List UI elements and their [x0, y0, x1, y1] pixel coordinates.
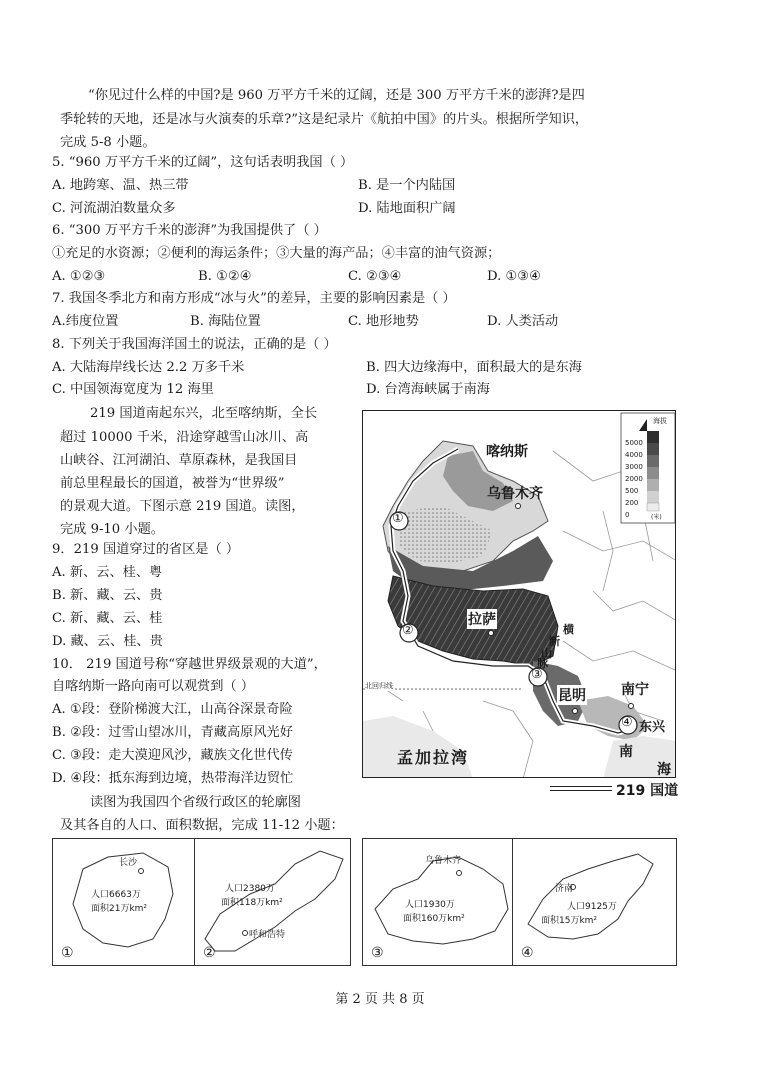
province-1-pop: 人口6663万: [91, 890, 141, 900]
nanning-dot: [629, 704, 634, 709]
q10-option-d: D. ④段：抵东海到边境，热带海洋边贸忙: [52, 771, 294, 786]
province-1-num: ①: [61, 945, 74, 961]
intro2-line-2: 超过 10000 千米，沿途穿越雪山冰川、高: [60, 430, 309, 445]
q10-stem-2: 自喀纳斯一路向南可以观赏到（ ）: [52, 679, 255, 694]
legend-value-4000: 4000: [625, 451, 643, 459]
label-dongxing: 东兴: [639, 720, 666, 735]
q6-option-b: B. ①②④: [198, 269, 252, 284]
intro2-line-1: 219 国道南起东兴，北至喀纳斯，全长: [90, 406, 318, 421]
q10-option-c: C. ③段：走大漠迎风沙，藏族文化世代传: [52, 748, 293, 763]
province-4-city: 济南: [555, 884, 574, 894]
q7-option-d: D. 人类活动: [487, 314, 559, 329]
g219-legend-symbol: [550, 786, 612, 791]
province-3-box: [362, 838, 519, 966]
segment-1-label: ①: [392, 511, 404, 526]
legend-band-4000: [647, 443, 659, 455]
segment-4-label: ④: [621, 715, 633, 730]
urumqi-dot: [516, 504, 521, 509]
q5-option-d: D. 陆地面积广阔: [358, 201, 456, 216]
q8-option-b: B. 四大边缘海中，面积最大的是东海: [366, 360, 582, 375]
legend-value-200: 200: [625, 499, 639, 507]
province-2-city: 呼和浩特: [249, 930, 286, 940]
page-footer: 第 2 页 共 8 页: [335, 992, 425, 1007]
q9-option-d: D. 藏、云、桂、贵: [52, 634, 163, 649]
legend-unit: (米): [651, 514, 662, 521]
label-hengduan-duan: 断: [549, 635, 560, 648]
kunming-dot: [573, 709, 578, 714]
g219-legend-label: 219 国道: [616, 783, 679, 799]
q8-option-c: C. 中国领海宽度为 12 海里: [52, 382, 214, 397]
legend-value-3000: 3000: [625, 463, 643, 471]
q10-option-b: B. ②段：过雪山望冰川，青藏高原风光好: [52, 725, 293, 740]
province-4-pop: 人口9125万: [567, 902, 617, 912]
segment-2-label: ②: [402, 623, 414, 638]
q7-option-c: C. 地形地势: [348, 314, 419, 329]
q5-stem: 5. “960 万平方千米的辽阔”，这句话表明我国（ ）: [52, 155, 354, 170]
q5-option-b: B. 是一个内陆国: [358, 178, 456, 193]
label-bay-of-bengal: 孟加拉湾: [397, 748, 470, 767]
q6-option-a: A. ①②③: [52, 269, 106, 284]
q9-stem: 9．219 国道穿过的省区是（ ）: [52, 542, 240, 557]
province-3-num: ③: [371, 945, 384, 961]
intro3-line-2: 及其各自的人口、面积数据，完成 11-12 小题：: [60, 818, 344, 833]
intro-line-1: “你见过什么样的中国?是 960 万平方千米的辽阔，还是 300 万平方千米的澎湃?是四: [88, 88, 585, 103]
q6-items: ①充足的水资源；②便利的海运条件；③大量的海产品；④丰富的油气资源；: [52, 246, 501, 261]
intro-line-3: 完成 5-8 小题。: [60, 135, 156, 150]
g219-map: [362, 410, 676, 778]
legend-title: 海拔: [653, 417, 667, 425]
province-3-pop: 人口1930万: [405, 900, 455, 910]
q5-option-a: A. 地跨寒、温、热三带: [52, 178, 189, 193]
province-3-area: 面积160万km²: [403, 914, 465, 924]
legend-band-200: [647, 491, 659, 503]
legend-value-5000: 5000: [625, 439, 643, 447]
label-urumqi: 乌鲁木齐: [487, 486, 543, 502]
label-kanas: 喀纳斯: [485, 441, 529, 461]
legend-values: [625, 437, 643, 521]
label-hengduan-heng: 横: [563, 623, 574, 636]
q8-stem: 8. 下列关于我国海洋国土的说法，正确的是（ ）: [52, 337, 337, 352]
q9-option-c: C. 新、藏、云、桂: [52, 611, 163, 626]
lhasa-dot: [489, 631, 494, 636]
q8-option-d: D. 台湾海峡属于南海: [366, 382, 490, 397]
intro2-line-4: 前总里程最长的国道，被誉为“世界级”: [60, 476, 285, 491]
province-4-area: 面积15万km²: [541, 916, 598, 926]
province-1-city: 长沙: [119, 858, 138, 868]
legend-value-500: 500: [625, 487, 639, 495]
label-hai: 海: [657, 762, 671, 778]
intro2-line-5: 的景观大道。下图示意 219 国道。读图，: [60, 499, 305, 514]
province-2-pop: 人口2380万: [225, 884, 275, 894]
label-lhasa: 拉萨: [467, 609, 497, 629]
legend-band-0: [647, 503, 659, 511]
q5-option-c: C. 河流湖泊数量众多: [52, 201, 176, 216]
q9-option-b: B. 新、藏、云、贵: [52, 588, 163, 603]
q8-option-a: A. 大陆海岸线长达 2.2 万多千米: [52, 360, 245, 375]
intro2-line-6: 完成 9-10 小题。: [60, 522, 164, 537]
q6-option-d: D. ①③④: [487, 269, 541, 284]
label-kunming: 昆明: [557, 685, 587, 705]
province-2-num: ②: [203, 945, 216, 961]
legend-value-2000: 2000: [625, 475, 643, 483]
province-4-box: [512, 838, 677, 966]
province-1-area: 面积21万km²: [91, 904, 148, 914]
label-nan: 南: [619, 744, 633, 760]
province-3-city: 乌鲁木齐: [425, 856, 462, 866]
intro2-line-3: 山峡谷、江河湖泊、草原森林，是我国目: [60, 453, 298, 468]
q6-option-c: C. ②③④: [348, 269, 402, 284]
segment-3-label: ③: [531, 667, 543, 682]
legend-band-5000: [647, 431, 659, 443]
legend-band-3000: [647, 455, 659, 467]
q6-stem: 6. “300 万平方千米的澎湃”为我国提供了（ ）: [52, 223, 327, 238]
intro-line-2: 季轮转的天地，还是冰与火演奏的乐章?”这是纪录片《航拍中国》的片头。根据所学知识，: [60, 112, 589, 127]
label-nanning: 南宁: [621, 682, 649, 698]
province-2-box: [194, 838, 351, 966]
province-2-area: 面积118万km²: [221, 898, 283, 908]
q10-stem-1: 10． 219 国道号称“穿越世界级景观的大道”，: [52, 657, 327, 672]
q9-option-a: A. 新、云、桂、粤: [52, 565, 163, 580]
label-hengduan-mai: 脉: [537, 657, 548, 670]
label-hengduan-shan: 山: [541, 647, 552, 660]
q7-stem: 7. 我国冬季北方和南方形成“冰与火”的差异，主要的影响因素是（ ）: [52, 291, 456, 306]
province-1-box: [52, 838, 209, 966]
province-4-num: ④: [521, 945, 534, 961]
q10-option-a: A. ①段：登阶梯渡大江，山高谷深景奇险: [52, 702, 293, 717]
label-tropic: 北回归线: [365, 682, 393, 690]
legend-band-2000: [647, 467, 659, 479]
q7-option-a: A.纬度位置: [52, 314, 119, 329]
intro3-line-1: 读图为我国四个省级行政区的轮廓图: [90, 795, 301, 810]
legend-value-0: 0: [625, 511, 630, 519]
q7-option-b: B. 海陆位置: [190, 314, 261, 329]
legend-band-500: [647, 479, 659, 491]
